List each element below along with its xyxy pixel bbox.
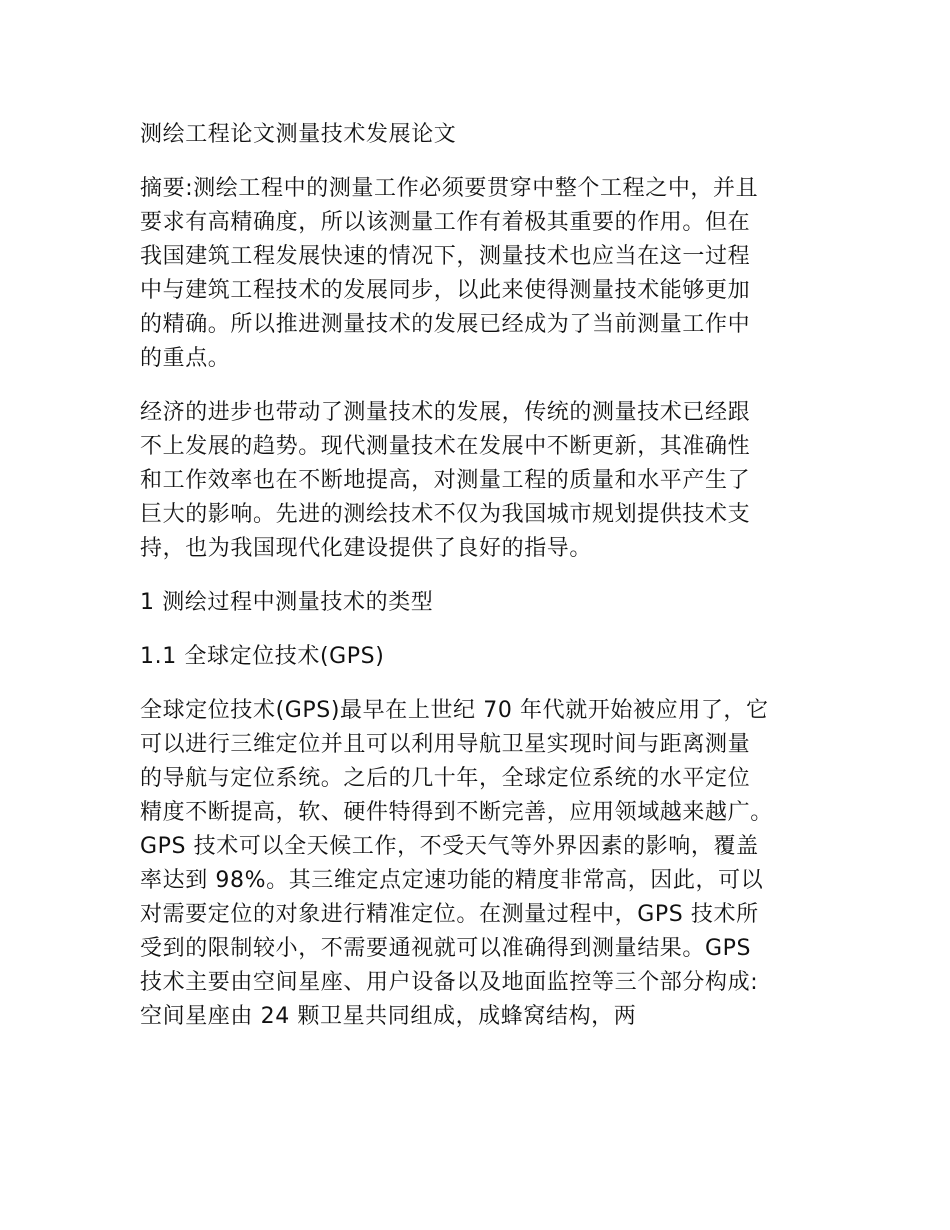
text-line: 中与建筑工程技术的发展同步，以此来使得测量技术能够更加 — [140, 278, 751, 303]
text-line: 率达到 98%。其三维定点定速功能的精度非常高，因此，可以 — [140, 868, 764, 893]
text-line: 和工作效率也在不断地提高，对测量工程的质量和水平产生了 — [140, 468, 751, 493]
abstract-paragraph — [140, 172, 820, 376]
text-line: 要求有高精确度，所以该测量工作有着极其重要的作用。但在 — [140, 210, 751, 235]
text-line: 经济的进步也带动了测量技术的发展，传统的测量技术已经跟 — [140, 400, 751, 425]
body-paragraph — [140, 396, 820, 566]
text-line: GPS 技术可以全天候工作，不受天气等外界因素的影响，覆盖 — [140, 834, 759, 859]
text-line: 我国建筑工程发展快速的情况下，测量技术也应当在这一过程 — [140, 244, 751, 269]
text-line: 的导航与定位系统。之后的几十年，全球定位系统的水平定位 — [140, 766, 751, 791]
text-line: 的精确。所以推进测量技术的发展已经成为了当前测量工作中 — [140, 312, 751, 337]
text-line: 空间星座由 24 颗卫星共同组成，成蜂窝结构，两 — [140, 1004, 637, 1029]
text-line: 持，也为我国现代化建设提供了良好的指导。 — [140, 536, 593, 561]
text-line: 巨大的影响。先进的测绘技术不仅为我国城市规划提供技术支 — [140, 502, 751, 527]
text-line: 不上发展的趋势。现代测量技术在发展中不断更新，其准确性 — [140, 434, 751, 459]
text-line: 受到的限制较小，不需要通视就可以准确得到测量结果。GPS — [140, 936, 752, 961]
gps-paragraph — [140, 694, 820, 1034]
text-line: 的重点。 — [140, 346, 231, 371]
text-line: 技术主要由空间星座、用户设备以及地面监控等三个部分构成: — [140, 970, 759, 995]
text-line: 对需要定位的对象进行精准定位。在测量过程中，GPS 技术所 — [140, 902, 759, 927]
text-line: 摘要:测绘工程中的测量工作必须要贯穿中整个工程之中，并且 — [140, 176, 759, 201]
subsection-heading: 1.1 全球定位技术(GPS) — [140, 644, 385, 669]
text-line: 全球定位技术(GPS)最早在上世纪 70 年代就开始被应用了，它 — [140, 698, 769, 723]
document-body — [140, 118, 820, 1054]
text-line: 精度不断提高，软、硬件特得到不断完善，应用领域越来越广。 — [140, 800, 773, 825]
text-line: 可以进行三维定位并且可以利用导航卫星实现时间与距离测量 — [140, 732, 751, 757]
section-heading: 1 测绘过程中测量技术的类型 — [140, 590, 434, 615]
document-title: 测绘工程论文测量技术发展论文 — [140, 122, 457, 147]
